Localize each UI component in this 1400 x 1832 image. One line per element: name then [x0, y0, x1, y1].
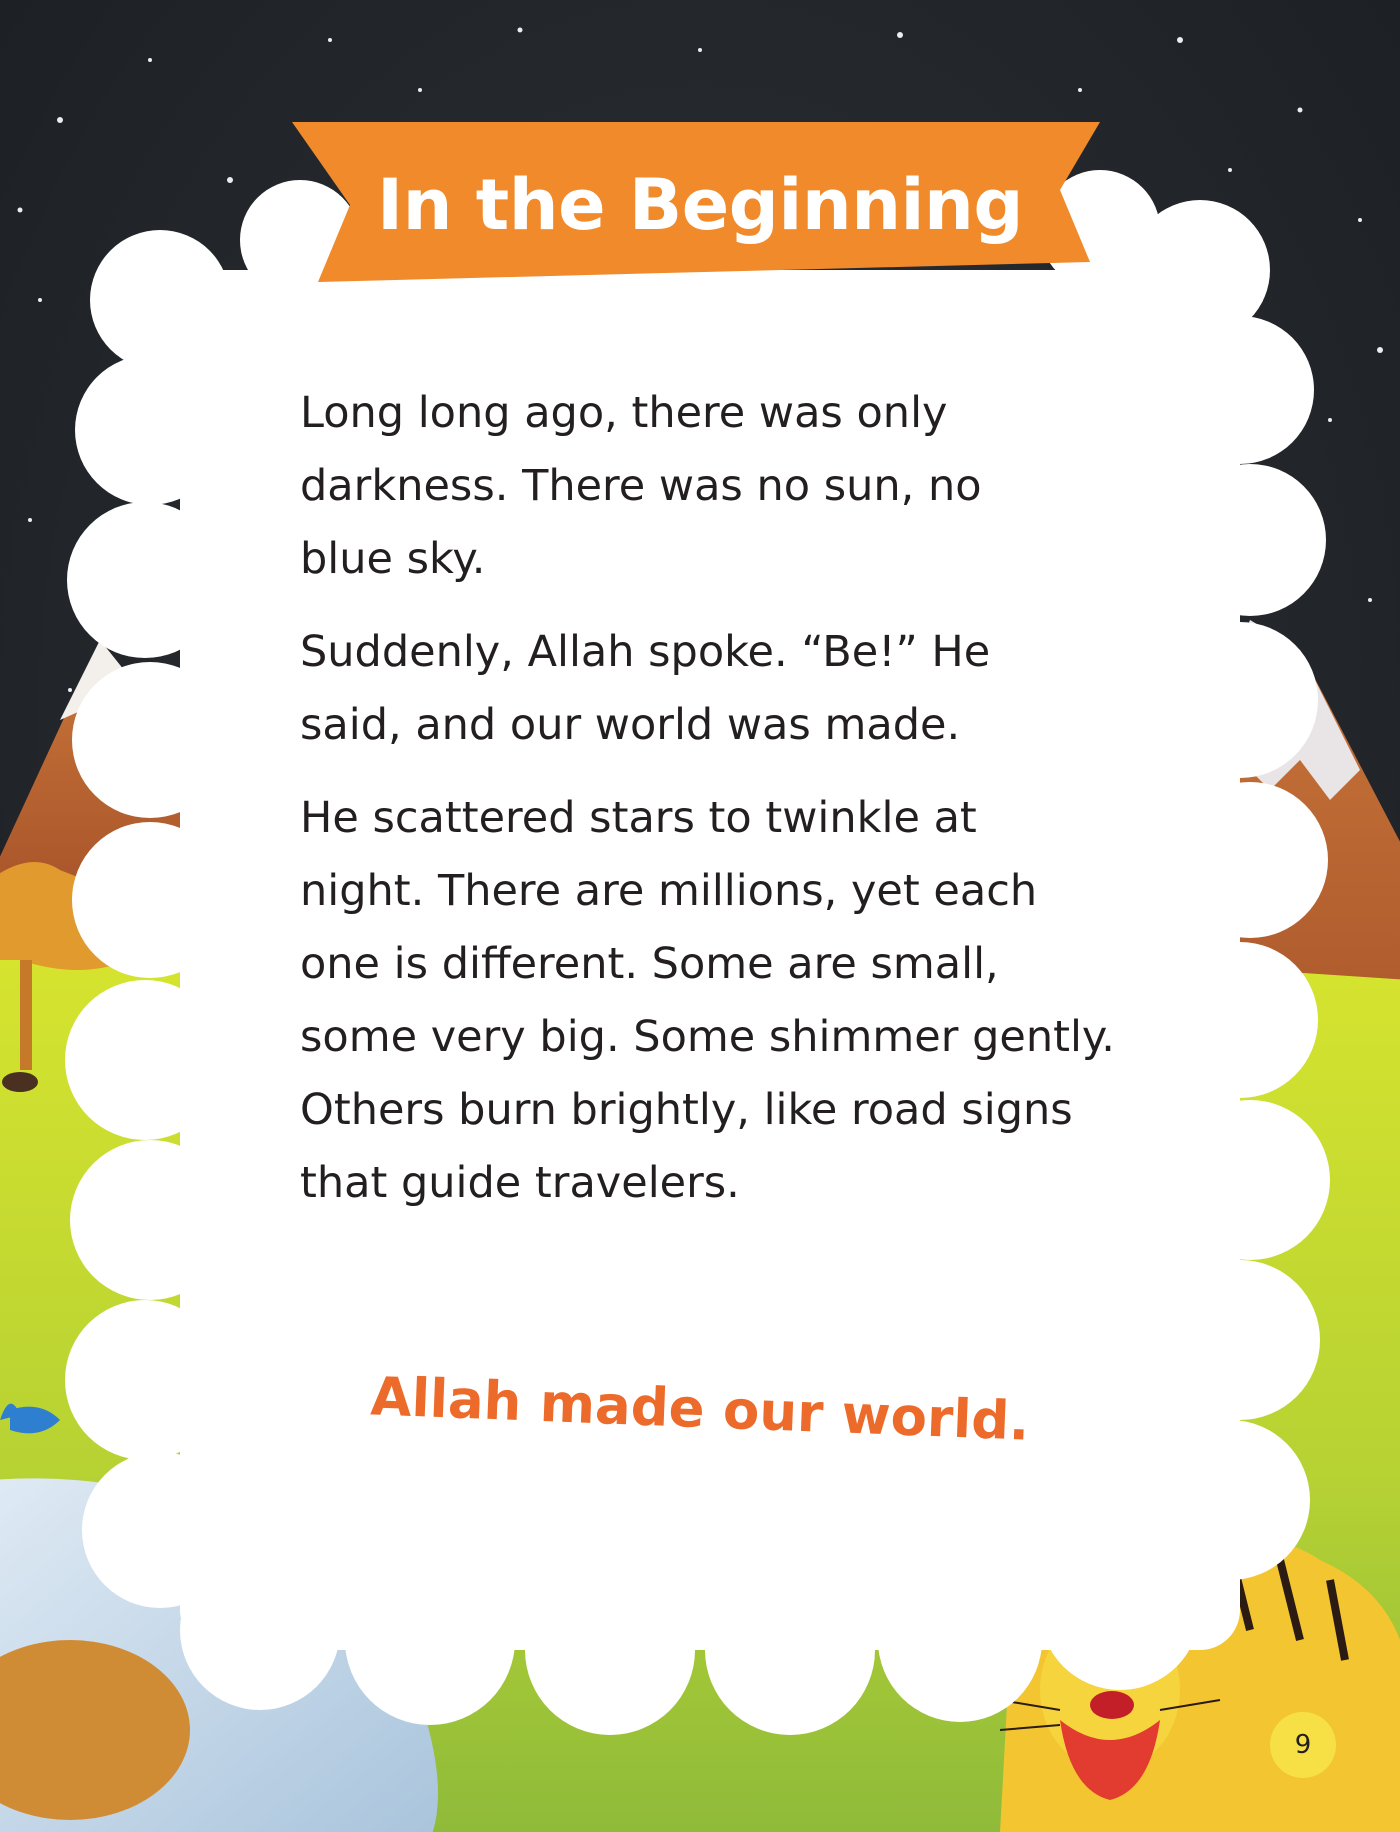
story-paragraph: He scattered stars to twinkle at night. There are millions, yet each one is different. Some are small, some very big. Some shimmer gently. Others burn brightly, like road signs that guide travelers. [300, 793, 1115, 1208]
story-paragraph: Long long ago, there was only darkness. There was no sun, no blue sky. [300, 388, 982, 584]
key-message: Allah made our world. [369, 1366, 1031, 1453]
story-paragraph: Suddenly, Allah spoke. “Be!” He said, and our world was made. [300, 627, 991, 750]
page-title: In the Beginning [377, 164, 1023, 246]
story-text [300, 377, 1140, 1240]
page-number-badge: 9 [1270, 1712, 1336, 1778]
